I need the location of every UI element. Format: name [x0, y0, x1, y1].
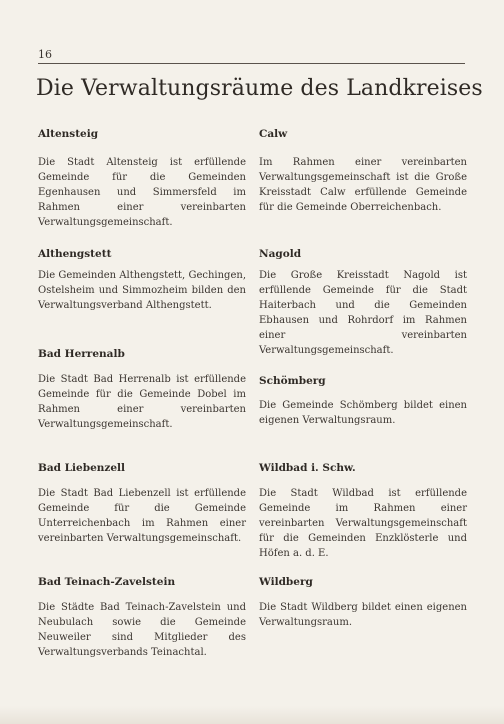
- entry-heading-calw: Calw: [259, 128, 288, 140]
- header-rule: [38, 63, 465, 64]
- entry-body-calw: Im Rahmen einer vereinbarten Verwaltungsgemeinschaft ist die Große Kreisstadt Calw erfüllende Gemeinde für die Gemeinde Oberreichenbach.: [259, 157, 467, 213]
- entry-heading-altensteig: Altensteig: [38, 128, 99, 140]
- entry-body-bad-teinach-zavelstein: Die Städte Bad Teinach-Zavelstein und Neubulach sowie die Gemeinde Neuweiler sind Mitglieder des Verwaltungsverbands Teinachtal.: [38, 602, 246, 658]
- entry-body-althengstett: Die Gemeinden Althengstett, Gechingen, Ostelsheim und Simmozheim bilden den Verwaltungsverband Althengstett.: [38, 270, 246, 311]
- entry-heading-bad-liebenzell: Bad Liebenzell: [38, 462, 126, 474]
- page-title: Die Verwaltungsräume des Landkreises: [36, 76, 483, 101]
- entry-heading-bad-herrenalb: Bad Herrenalb: [38, 348, 125, 360]
- entry-heading-wildbad: Wildbad i. Schw.: [259, 462, 356, 474]
- entry-body-nagold: Die Große Kreisstadt Nagold ist erfüllende Gemeinde für die Stadt Haiterbach und die Gemeinden Ebhausen und Rohrdorf im Rahmen einer vereinbarten Verwaltungsgemeinschaft.: [259, 270, 467, 356]
- entry-body-schoemberg: Die Gemeinde Schömberg bildet einen eigenen Verwaltungsraum.: [259, 400, 467, 426]
- entry-body-wildbad: Die Stadt Wildbad ist erfüllende Gemeinde im Rahmen einer vereinbarten Verwaltungsgemeinschaft für die Gemeinden Enzklösterle und Höfen a. d. E.: [259, 488, 467, 559]
- entry-heading-althengstett: Althengstett: [38, 248, 112, 260]
- entry-heading-bad-teinach-zavelstein: Bad Teinach-Zavelstein: [38, 576, 176, 588]
- entry-body-bad-liebenzell: Die Stadt Bad Liebenzell ist erfüllende Gemeinde für die Gemeinde Unterreichenbach im Rahmen einer vereinbarten Verwaltungsgemeinschaft.: [38, 488, 246, 544]
- page-edge-shadow: [0, 706, 504, 724]
- entry-heading-nagold: Nagold: [259, 248, 302, 260]
- entry-body-altensteig: Die Stadt Altensteig ist erfüllende Gemeinde für die Gemeinden Egenhausen und Simmersfeld im Rahmen einer vereinbarten Verwaltungsgemeinschaft.: [38, 157, 246, 228]
- page-number: 16: [38, 48, 52, 61]
- entry-heading-wildberg: Wildberg: [259, 576, 313, 588]
- entry-heading-schoemberg: Schömberg: [259, 375, 326, 387]
- entry-body-wildberg: Die Stadt Wildberg bildet einen eigenen Verwaltungsraum.: [259, 602, 467, 628]
- entry-body-bad-herrenalb: Die Stadt Bad Herrenalb ist erfüllende Gemeinde für die Gemeinde Dobel im Rahmen einer vereinbarten Verwaltungsgemeinschaft.: [38, 374, 246, 430]
